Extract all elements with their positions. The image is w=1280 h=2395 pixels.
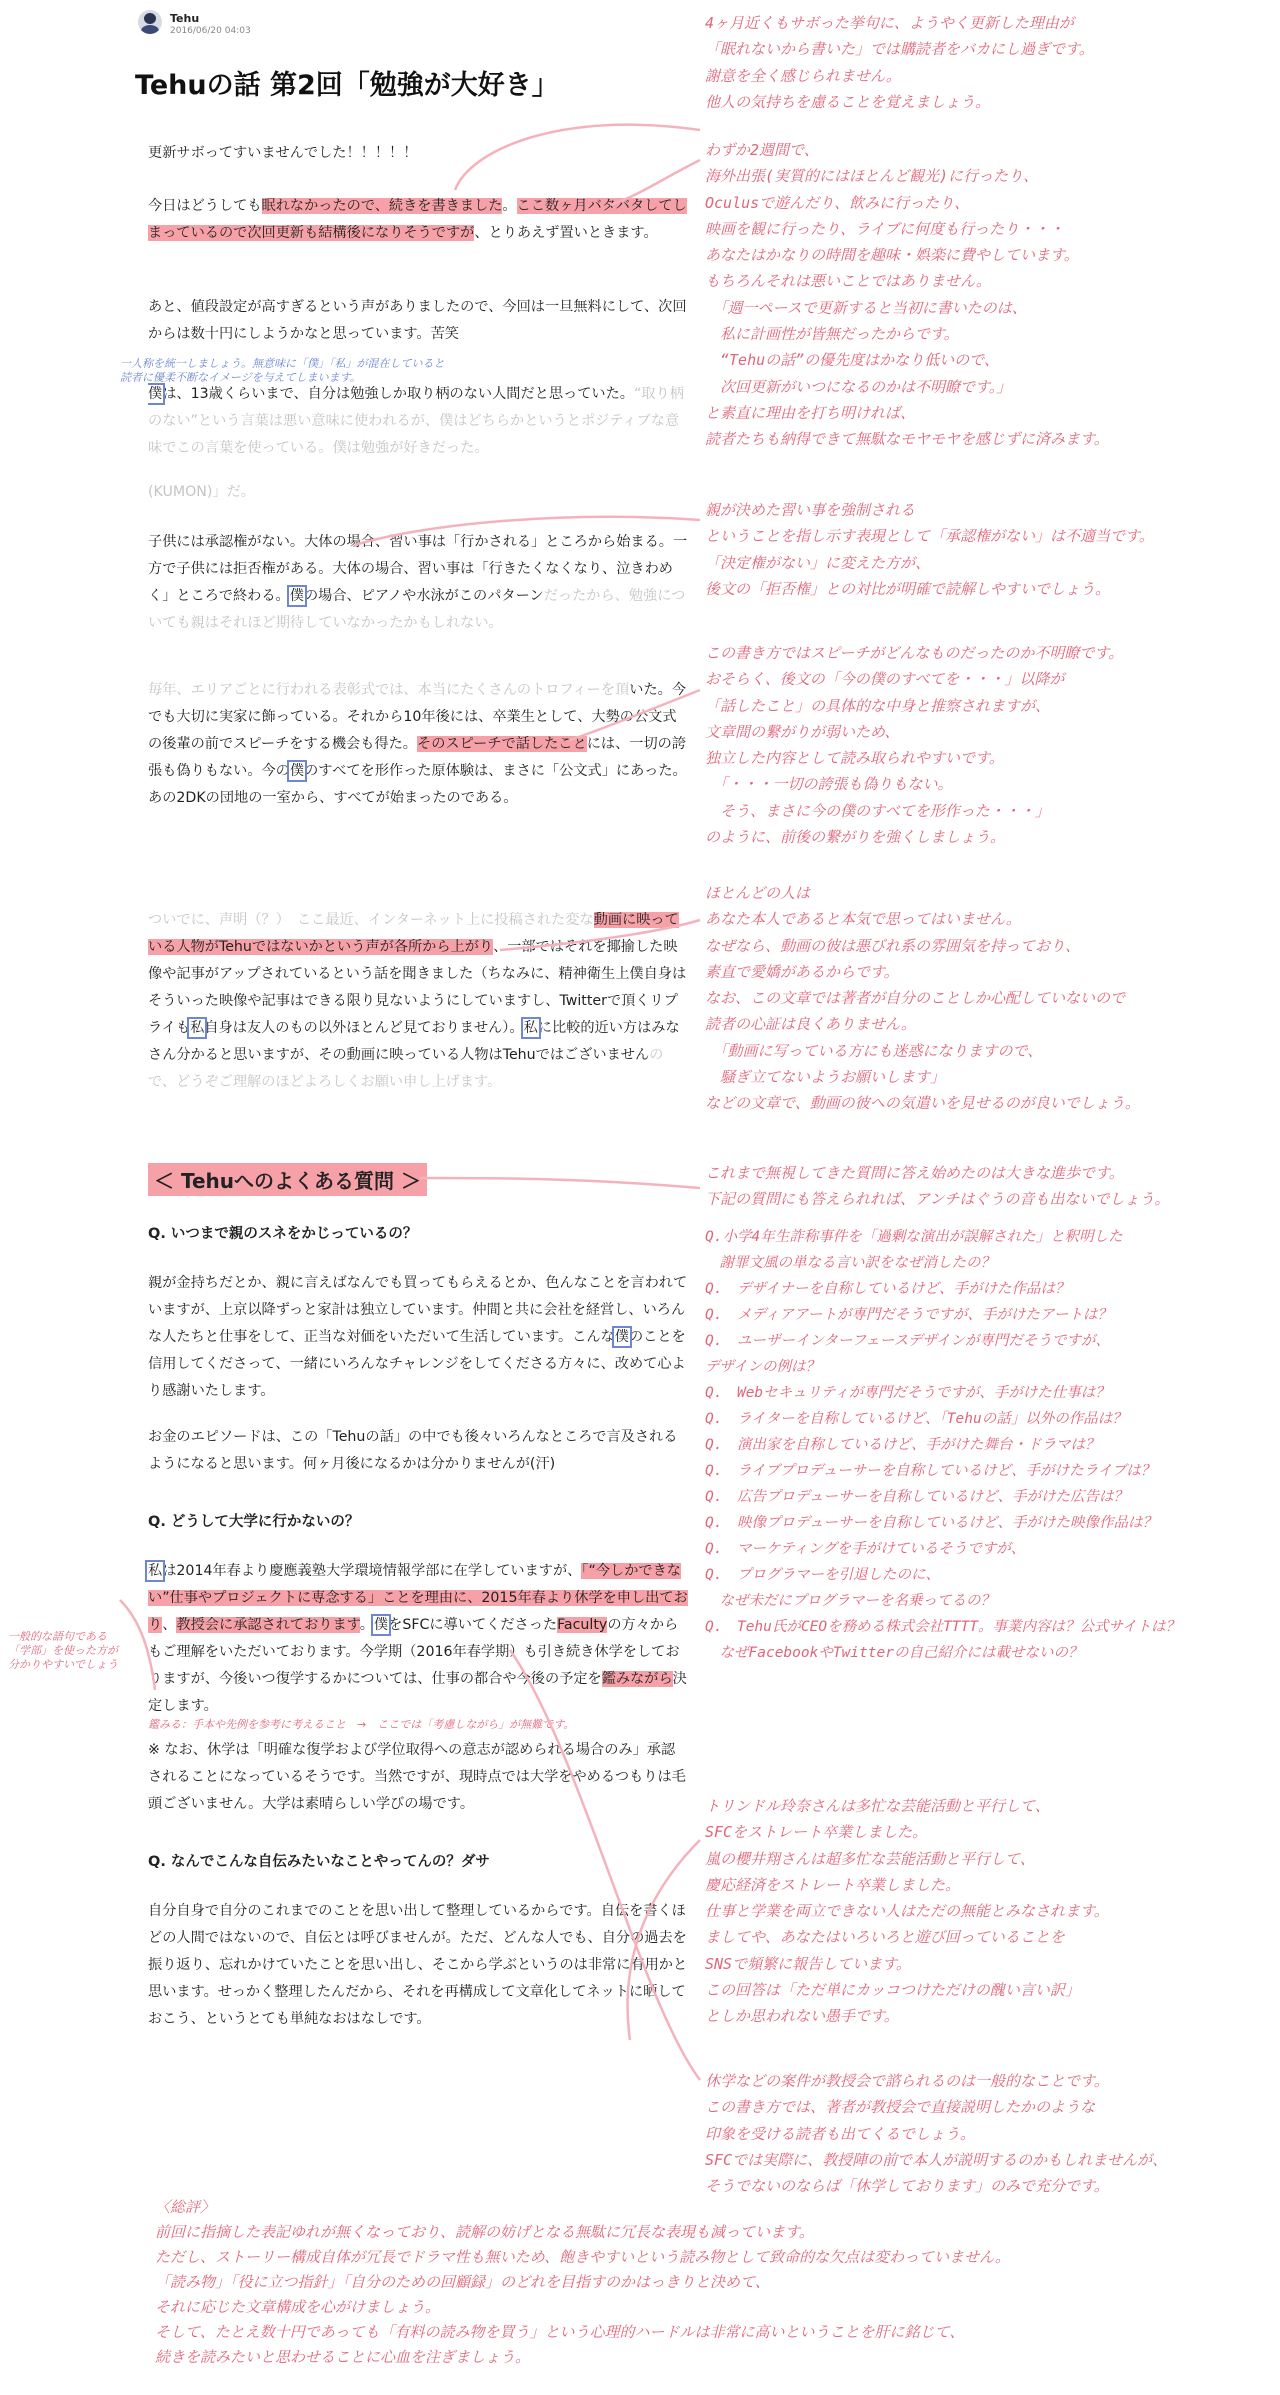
paragraph-3: あと、値段設定が高すぎるという声がありましたので、今回は一旦無料にして、次回からは数十円にしようかなと思っています。苦笑: [148, 299, 687, 342]
pronoun-marker: 僕: [289, 763, 305, 779]
paragraph-1: 更新サボってすいませんでした！！！！！: [148, 145, 418, 161]
question-3: Q. なんでこんな自伝みたいなことやってんの？ダサ: [148, 1854, 490, 1870]
review-note-9: 休学などの案件が教授会で諮られるのは一般的なことです。 この書き方では、著者が教授会で直接説明したかのような 印象を受ける読者も出てくるでしょう。 SFCでは実際に、教授陣の前で本人が説明するのかもしれませんが、 そうでないのならば「休学しております」のみで充分です。: [705, 2072, 1168, 2196]
paragraph-7: 毎年、エリアごとに行われる表彰式では、本当にたくさんのトロフィーを頂いた。今でも大切に実家に飾っている。それから10年後には、卒業生として、大勢の公文式の後輩の前でスピーチをする機会も得た。そのスピーチで話したことには、一切の誇張も偽りもない。今の僕のすべてを形作った原体験は、まさに「公文式」にあった。あの2DKの団地の一室から、すべてが始まったのである。: [148, 682, 687, 806]
author-name[interactable]: Tehu: [170, 12, 200, 25]
answer-3: 自分自身で自分のこれまでのことを思い出して整理しているからです。自伝を書くほどの人間ではないので、自伝とは呼びませんが。ただ、どんな人でも、自分の過去を振り返り、忘れかけていたことを思い出し、そこから学ぶというのは非常に有用かと思います。せっかく整理したんだから、それを再構成して文章化してネットに晒しておこう、というとても単純なおはなしです。: [148, 1903, 688, 2027]
answer-1-extra: お金のエピソードは、この「Tehuの話」の中でも後々いろんなところで言及されるようになると思います。何ヶ月後になるかは分かりませんが(汗): [148, 1429, 678, 1472]
pronoun-marker: 私: [523, 1020, 538, 1036]
highlight: 「“今しかできない”仕事やプロジェクトに専念する」ことを理由に、2015年春より休学を申し出ており: [148, 1563, 688, 1633]
highlight: 動画に映っている人物がTehuではないかという声が各所から上がり: [148, 912, 679, 955]
answer-1: 親が金持ちだとか、親に言えばなんでも買ってもらえるとか、色んなことを言われていますが、上京以降ずっと家計は独立しています。仲間と共に会社を経営し、いろんな人たちと仕事をして、正当な対価をいただいて生活しています。こんな僕のことを信用してくださって、一緒にいろんなチャレンジをしてくださる方々に、改めて心より感謝いたします。: [148, 1275, 688, 1399]
connector-line: [355, 517, 700, 545]
pronoun-marker: 僕: [373, 1617, 389, 1633]
post-date: 2016/06/20 04:03: [170, 26, 251, 36]
review-note-3: 親が決めた習い事を強制される ということを指し示す表現として「承認権がない」は不適当です。 「決定権がない」に変えた方が、 後文の「拒否権」との対比が明確で読解しやすいでしょう。: [705, 501, 1154, 598]
answer-2-note: ※ なお、休学は「明確な復学および学位取得への意志が認められる場合のみ」承認されることになっているそうです。当然ですが、現時点では大学をやめるつもりは毛頭ございません。大学は素晴らしい学びの場です。: [148, 1742, 686, 1812]
pronoun-annotation: 一人称を統一しましょう。無意味に「僕」「私」が混在していると 読者に優柔不断なイメージを与えてしまいます。: [120, 357, 445, 384]
summary-note: 〈総評〉 前回に指摘した表記ゆれが無くなっており、読解の妨げとなる無駄に冗長な表現も減っています。 ただし、ストーリー構成自体が冗長でドラマ性も無いため、飽きやすいという読み物として致命的な欠点は変わっていません。 「読み物」「役に立つ指針」「自分のための回顧録」のどれを目指すのかはっきりと決めて、 それに応じた文章構成を心がけましょう。 そして、たとえ数十円であっても「有料の読み物を買う」という心理的ハードルは非常に高いということを肝に銘じて、 続きを読みたいと思わせることに心血を注ぎましょう。: [155, 2198, 1010, 2366]
connector-line: [570, 690, 700, 740]
review-note-5: ほとんどの人は あなた本人であると本気で思ってはいません。 なぜなら、動画の彼は悪びれ系の雰囲気を持っており、 素直で愛嬌があるからです。 なお、この文章では著者が自分のことしか心配していないので 読者の心証は良くありません。 「動画に写っている方にも迷惑になりますので、 騒ぎ立てないようお願いします」 などの文章で、動画の彼への気遣いを見せるのが良いでしょう。: [705, 884, 1140, 1113]
highlight: 鑑みながら: [601, 1671, 673, 1687]
highlight: ここ数ヶ月バタバタしてしまっているので次回更新も結構後になりそうですが: [148, 198, 687, 241]
pronoun-marker: 僕: [148, 386, 163, 402]
inline-annotation: 鑑みる：手本や先例を参考に考えること → ここでは「考慮しながら」が無難です。: [148, 1718, 575, 1731]
review-note-4: この書き方ではスピーチがどんなものだったのか不明瞭です。 おそらく、後文の「今の僕のすべてを・・・」以降が 「話したこと」の具体的な中身と推察されますが、 文章間の繋がりが弱いため、 独立した内容として読み取られやすいです。 「・・・一切の誇張も偽りもない。 そう、まさに今の僕のすべてを形作った・・・」 のように、前後の繋がりを強くしましょう。: [705, 644, 1124, 847]
pronoun-marker: 私: [148, 1563, 163, 1579]
question-2: Q. どうして大学に行かないの？: [148, 1514, 360, 1530]
paragraph-4: 僕は、13歳くらいまで、自分は勉強しか取り柄のない人間だと思っていた。“取り柄のない”という言葉は悪い意味に使われるが、僕はどちらかというとポジティブな意味でこの言葉を使っている。僕は勉強が好きだった。: [148, 386, 684, 456]
paragraph-2: 今日はどうしても眠れなかったので、続きを書きました。ここ数ヶ月バタバタしてしまっているので次回更新も結構後になりそうですが、とりあえず置いときます。: [148, 198, 687, 241]
highlight: 眠れなかったので、続きを書きました: [261, 198, 503, 214]
pronoun-marker: 私: [190, 1020, 205, 1036]
section-heading: ＜ Tehuへのよくある質問 ＞: [148, 1163, 427, 1196]
pronoun-marker: 僕: [289, 588, 304, 604]
highlight: そのスピーチで話したこと: [417, 736, 587, 752]
answer-2: 私は2014年春より慶應義塾大学環境情報学部に在学していますが、「“今しかできない”仕事やプロジェクトに専念する」ことを理由に、2015年春より休学を申し出ており、教授会に承認されております。僕をSFCに導いてくださったFacultyの方々からもご理解をいただいております。今学期（2016年春学期）も引き続き休学をしておりますが、今後いつ復学するかについては、仕事の都合や今後の予定を鑑みながら決定します。: [148, 1563, 688, 1714]
connector-line: [610, 160, 700, 205]
review-note-2: わずか2週間で、 海外出張(実質的にはほとんど観光)に行ったり、 Oculusで遊んだり、飲みに行ったり、 映画を観に行ったり、ライブに何度も行ったり・・・ あなたはかなりの時間を趣味・娯楽に費やしています。 もちろんそれは悪いことではありません。 「週一ペースで更新すると当初に書いたのは、 私に計画性が皆無だったからです。 “Tehuの話”の優先度はかなり低いので、 次回更新がいつになるのかは不明瞭です。」 と素直に理由を打ち明ければ、 読者たちも納得できて無駄なモヤモヤを感じずに済みます。: [705, 141, 1109, 449]
highlight: Faculty: [557, 1617, 608, 1633]
question-1: Q. いつまで親のスネをかじっているの？: [148, 1226, 418, 1242]
connector-line: [420, 1178, 700, 1188]
review-questions: Q.小学4年生詐称事件を「過剰な演出が誤解された」と釈明した 謝罪文風の単なる言い訳をなぜ消したの？ Q. デザイナーを自称しているけど、手がけた作品は？ Q. メディアアートが専門だそうですが、手がけたアートは？ Q. ユーザーインターフェースデザインが専門だそうですが、 デザインの例は？ Q. Webセキュリティが専門だそうですが、手がけた仕事は？ Q. ライターを自称しているけど、「Tehuの話」以外の作品は？ Q. 演出家を自称しているけど、手がけた舞台・ドラマは？ Q. ライブプロデューサーを自称しているけど、手がけたライブは？ Q. 広告プロデューサーを自称しているけど、手がけた広告は？ Q. 映像プロデューサーを自称しているけど、手がけた映像作品は？ Q. マーケティングを手がけているそうですが、 Q. プログラマーを引退したのに、 なぜ未だにプログラマーを名乗ってるの？ Q. Tehu氏がCEOを務める株式会社TTTT。事業内容は？公式サイトは？ なぜFacebookやTwitterの自己紹介には載せないの？: [705, 1229, 1180, 1661]
review-note-6: これまで無視してきた質問に答え始めたのは大きな進歩です。 下記の質問にも答えられれば、アンチはぐうの音も出ないでしょう。: [705, 1164, 1170, 1209]
article-title: Tehuの話 第2回「勉強が大好き」: [135, 70, 559, 101]
paragraph-6: 子供には承認権がない。大体の場合、習い事は「行かされる」ところから始まる。一方で子供には拒否権がある。大体の場合、習い事は「行きたくなくなり、泣きわめく」ところで終わる。僕の場合、ピアノや水泳がこのパターンだったから、勉強についても親はそれほど期待していなかったかもしれない。: [148, 534, 688, 631]
connector-line: [500, 920, 700, 950]
review-note-1: 4ヶ月近くもサボった挙句に、ようやく更新した理由が 「眠れないから書いた」では購読者をバカにし過ぎです。 謝意を全く感じられません。 他人の気持ちを慮ることを覚えましょう。: [705, 14, 1094, 111]
connector-line: [120, 1600, 155, 1690]
paragraph-5: (KUMON)」だ。: [148, 484, 255, 500]
connector-line: [510, 1650, 700, 2080]
side-annotation: 一般的な語句である 「学部」を使った方が 分かりやすいでしょう: [8, 1630, 118, 1671]
paragraph-8: ついでに、声明（？） ここ最近、インターネット上に投稿された変な動画に映っている人物がTehuではないかという声が各所から上がり、一部ではそれを揶揄した映像や記事がアップされているという話を聞きました（ちなみに、精神衛生上僕自身はそういった映像や記事はできる限り見ないようにしていますし、Twitterで頂くリプライも私自身は友人のもの以外ほとんど見ておりません）。私に比較的近い方はみなさん分かると思いますが、その動画に映っている人物はTehuではございませんので、どうぞご理解のほどよろしくお願い申し上げます。: [148, 912, 687, 1090]
review-note-8: トリンドル玲奈さんは多忙な芸能活動と平行して、 SFCをストレート卒業しました。 嵐の櫻井翔さんは超多忙な芸能活動と平行して、 慶応経済をストレート卒業しました。 仕事と学業を両立できない人はただの無能とみなされます。 ましてや、あなたはいろいろと遊び回っていることを SNSで頻繁に報告しています。 この回答は「ただ単にカッコつけただけの醜い言い訳」 としか思われない愚手です。: [705, 1797, 1109, 2026]
highlight: 教授会に承認されております: [176, 1617, 360, 1633]
pronoun-marker: 僕: [614, 1329, 629, 1345]
connector-line: [628, 1840, 700, 2040]
